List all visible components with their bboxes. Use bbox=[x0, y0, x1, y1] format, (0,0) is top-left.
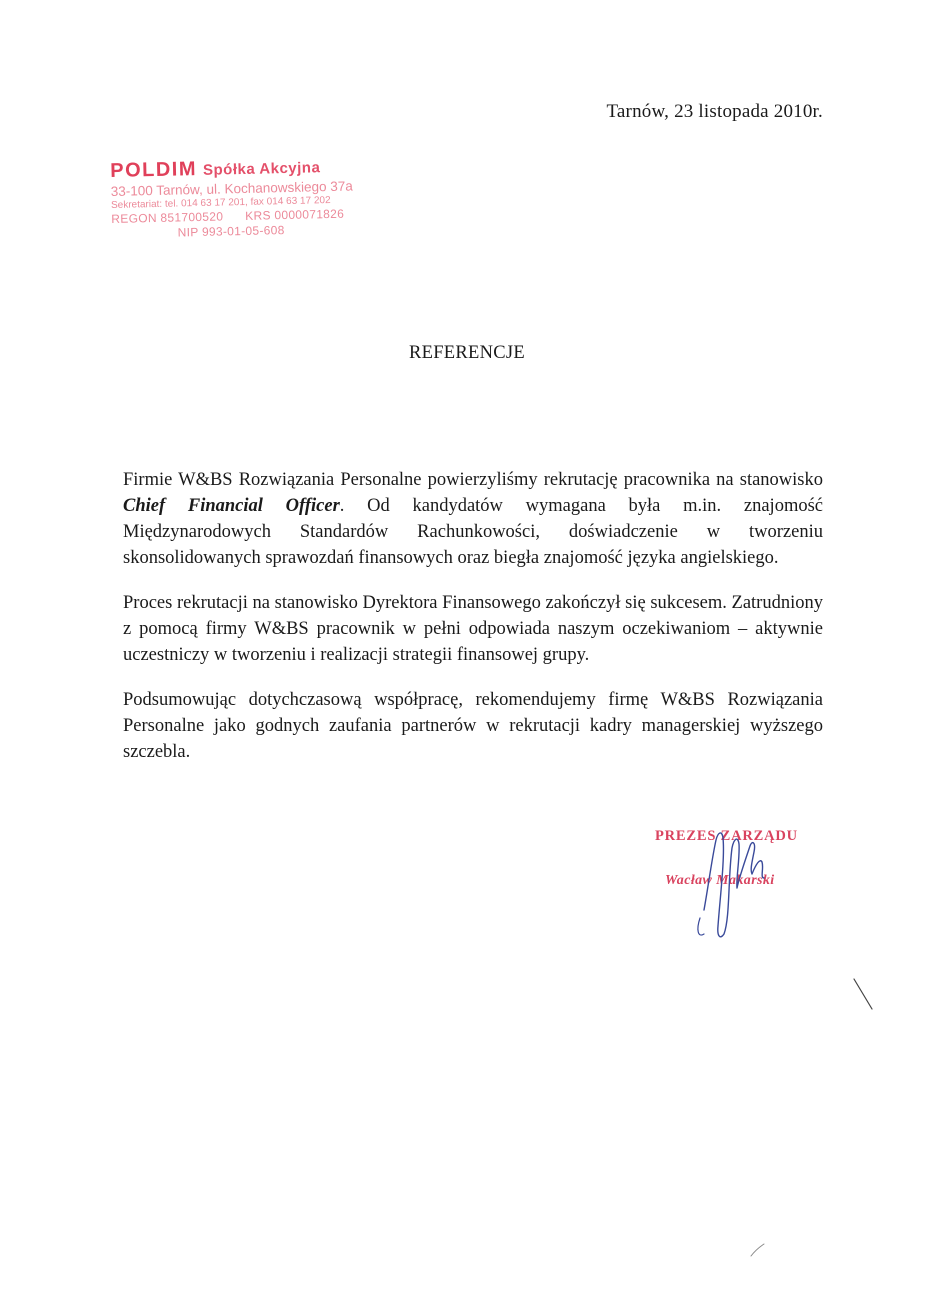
signature-position-stamp: PREZES ZARZĄDU bbox=[655, 828, 798, 844]
paragraph-1 bbox=[123, 467, 823, 571]
company-stamp bbox=[110, 154, 367, 242]
stamp-address: 33-100 Tarnów, ul. Kochanowskiego 37a bbox=[110, 178, 353, 199]
letter-title: REFERENCJE bbox=[408, 343, 526, 363]
stamp-phones: Sekretariat: tel. 014 63 17 201, fax 014 63 17 202 bbox=[110, 195, 331, 211]
letter-body bbox=[123, 467, 823, 784]
stamp-brand: POLDIM bbox=[110, 158, 198, 182]
paragraph-1-start: Firmie W&BS Rozwiązania Personalne powierzyliśmy rekrutację pracownika na stanowisko bbox=[123, 470, 823, 490]
signature-name-stamp: Wacław Makarski bbox=[665, 873, 775, 888]
position-name: Chief Financial Officer bbox=[123, 496, 340, 516]
stamp-krs: KRS 0000071826 bbox=[245, 206, 345, 223]
paragraph-1-end: . Od kandydatów wymagana była m.in. znajomość Międzynarodowych Standardów Rachunkowości, doświadczenie w tworzeniu skonsolidowanych sprawozdań finansowych oraz biegła znajomość języka angielskiego. bbox=[123, 496, 823, 568]
handwritten-signature bbox=[690, 818, 810, 948]
small-tick-mark bbox=[748, 1236, 772, 1260]
date-line: Tarnów, 23 listopada 2010r. bbox=[606, 101, 823, 122]
stamp-nip: NIP 993-01-05-608 bbox=[177, 223, 285, 240]
stamp-brand-suffix: Spółka Akcyjna bbox=[202, 159, 321, 179]
paragraph-3: Podsumowując dotychczasową współpracę, rekomendujemy firmę W&BS Rozwiązania Personalne jako godnych zaufania partnerów w rekrutacji kadry managerskiej wyższego szczebla. bbox=[123, 690, 823, 762]
paragraph-2: Proces rekrutacji na stanowisko Dyrektora Finansowego zakończył się sukcesem. Zatrudniony z pomocą firmy W&BS pracownik w pełni odpowiada naszym oczekiwaniom – aktywnie uczestniczy w tworzeniu i realizacji strategii finansowej grupy. bbox=[123, 593, 823, 665]
stamp-regon: REGON 851700520 bbox=[111, 209, 224, 226]
pen-stroke-mark bbox=[850, 975, 880, 1015]
